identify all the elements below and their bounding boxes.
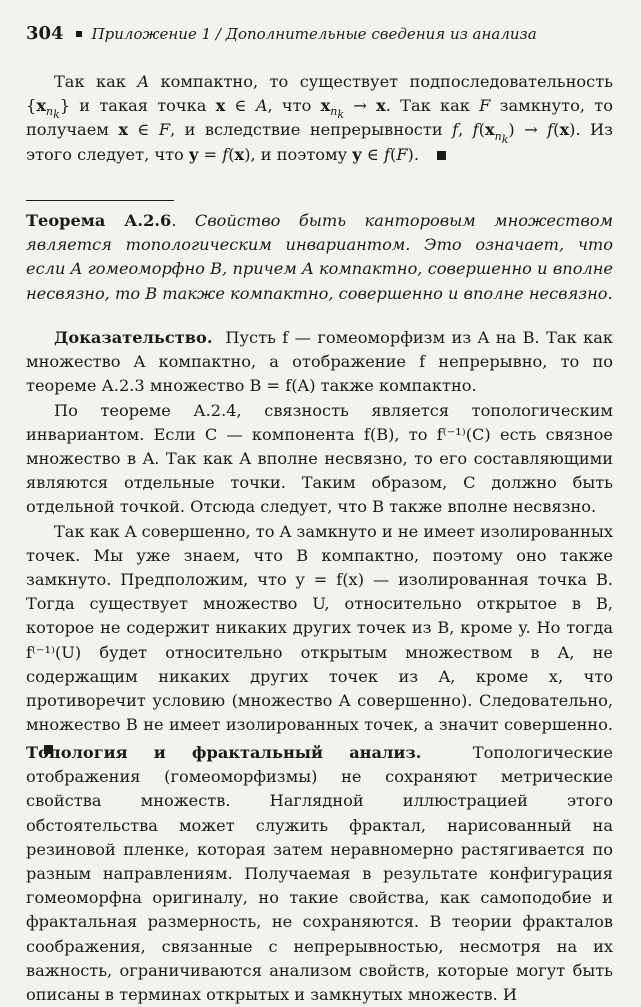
proof-label: Доказательство. xyxy=(54,328,213,347)
proof-block xyxy=(26,326,613,762)
running-header xyxy=(26,22,613,46)
qed-square-icon xyxy=(437,151,446,160)
header-separator-square xyxy=(76,31,82,37)
theorem-rule xyxy=(26,200,174,201)
theorem-label: Теорема А.2.6 xyxy=(26,211,172,230)
proof-paragraph-2: По теореме А.2.4, связность является топологическим инвариантом. Если C — компонента f(B), то f⁽⁻¹⁾(C) есть связное множество в A. Так как A вполне несвязно, то его составляющими являются отдельные точки. Таким образом, C должно быть отдельной точкой. Отсюда следует, что B также вполне несвязно. xyxy=(26,400,613,517)
theorem-block xyxy=(26,200,613,306)
section-block xyxy=(26,741,613,1007)
theorem-text: Теорема А.2.6. Свойство быть канторовым множеством является топологическим инвариантом. Это означает, что если A гомеоморфно B, причем A компактно, совершенно и вполне несвязно, то B также компактно, совершенно и вполне несвязно. xyxy=(26,211,613,303)
running-title: Приложение 1 / Дополнительные сведения из анализа xyxy=(91,25,537,43)
proof-end-paragraph: Так как A компактно, то существует подпоследовательность $\{x_{n_k}\}$ и такая точка x ∈ A, что $x_{n_k} \to x$. Так как F замкнуто, то получаем x ∈ F, и вследствие непрерывности f, $f(x_{n_k}) \to f(x)$. Из этого следует, что y = f(x), и поэтому y ∈ f(F). xyxy=(26,72,613,164)
theorem-statement: Свойство быть канторовым множеством является топологическим инвариантом. Это означает, что если A гомеоморфно B, причем A компактно, совершенно и вполне несвязно, то B также компактно, совершенно и вполне несвязно. xyxy=(26,211,613,303)
page-number: 304 xyxy=(26,23,64,44)
section-paragraph: Топология и фрактальный анализ. Топологические отображения (гомеоморфизмы) не сохраняют метрические свойства множеств. Наглядной иллюстрацией этого обстоятельства может служить фрактал, нарисованный на резиновой пленке, которая затем неравномерно растягивается по разным направлениям. Получаемая в результате конфигурация гомеоморфна оригиналу, но такие свойства, как самоподобие и фрактальная размерность, не сохраняются. В теории фракталов соображения, связанные с непрерывностью, несмотря на их важность, ограничиваются анализом свойств, которые могут быть описаны в терминах открытых и замкнутых множеств. И xyxy=(26,743,614,1005)
section-heading: Топология и фрактальный анализ. xyxy=(26,743,422,762)
proof-conclusion xyxy=(26,70,613,167)
proof-paragraph-1: Доказательство. Пусть f — гомеоморфизм из A на B. Так как множество A компактно, а отображение f непрерывно, то по теореме А.2.3 множество B = f(A) также компактно. xyxy=(26,328,613,396)
proof-paragraph-3: Так как A совершенно, то A замкнуто и не имеет изолированных точек. Мы уже знаем, что B компактно, поэтому оно также замкнуто. Предположим, что y = f(x) — изолированная точка B. Тогда существует множество U, относительно открытое в B, которое не содержит никаких других точек из B, кроме y. Но тогда f⁽⁻¹⁾(U) будет относительно открытым множеством в A, не содержащим никаких других точек из A, кроме x, что противоречит условию (множество A совершенно). Следовательно, множество B не имеет изолированных точек, а значит совершенно. xyxy=(26,520,613,762)
